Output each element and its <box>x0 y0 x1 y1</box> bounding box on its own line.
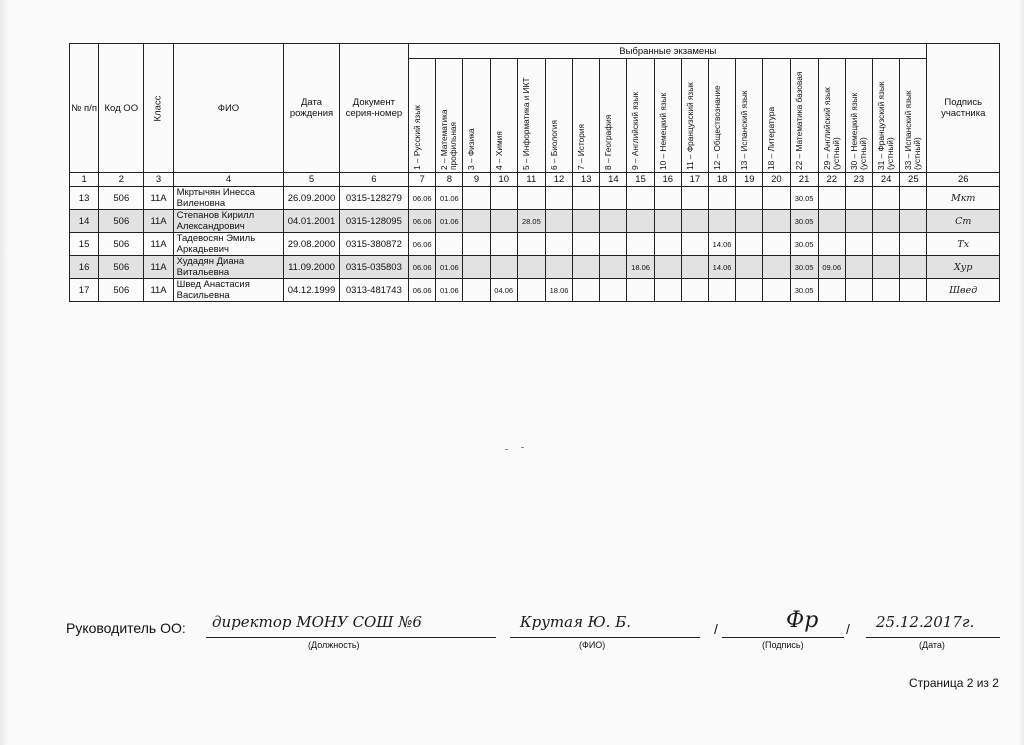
row-exam-date <box>736 279 763 302</box>
row-exam-date <box>681 210 708 233</box>
row-exam-date <box>763 256 790 279</box>
row-exam-date <box>573 187 600 210</box>
row-num: 13 <box>70 187 99 210</box>
row-exam-date <box>654 187 681 210</box>
column-number: 5 <box>284 173 339 187</box>
separator-slash: / <box>714 621 718 637</box>
row-exam-date <box>900 210 927 233</box>
fio-line-1: Мкртычян Инесса <box>176 187 256 198</box>
header-code: Код ОО <box>99 44 144 173</box>
fio-line-1: Швед Анастасия <box>176 279 250 290</box>
row-code: 506 <box>99 233 144 256</box>
participants-table <box>69 43 1000 302</box>
table-row <box>70 187 1000 210</box>
row-exam-date <box>463 210 490 233</box>
row-dob: 04.12.1999 <box>284 279 339 302</box>
row-class: 11А <box>144 210 173 233</box>
row-exam-date: 30.05 <box>790 187 818 210</box>
fio-line-2: Аркадьевич <box>176 244 229 255</box>
row-exam-date <box>463 187 490 210</box>
row-exam-date <box>573 279 600 302</box>
column-number: 2 <box>99 173 144 187</box>
column-number: 6 <box>339 173 408 187</box>
date-handwritten: 25.12.2017г. <box>876 613 975 631</box>
row-signature: Хур <box>927 256 1000 279</box>
header-exam-10: 10 – Немецкий язык <box>654 59 681 173</box>
header-exam-12: 12 – Обществознание <box>708 59 735 173</box>
fio-line-2: Виленовна <box>176 198 226 209</box>
head-of-org-label: Руководитель ОО: <box>66 620 186 636</box>
date-line <box>866 637 1000 638</box>
table-row <box>70 233 1000 256</box>
column-number: 22 <box>818 173 845 187</box>
row-signature: Швед <box>927 279 1000 302</box>
column-number: 23 <box>845 173 872 187</box>
row-fio <box>173 256 284 279</box>
scan-speck <box>521 447 524 448</box>
row-exam-date: 18.06 <box>627 256 654 279</box>
row-exam-date <box>708 187 735 210</box>
row-code: 506 <box>99 256 144 279</box>
row-exam-date <box>490 210 517 233</box>
header-dob: Дата рождения <box>284 44 339 173</box>
row-exam-date <box>573 233 600 256</box>
row-exam-date: 06.06 <box>409 210 436 233</box>
row-exam-date <box>545 233 572 256</box>
row-exam-date <box>708 279 735 302</box>
row-doc: 0315-035803 <box>339 256 408 279</box>
row-exam-date <box>573 256 600 279</box>
header-exam-1: 1 – Русский язык <box>409 59 436 173</box>
header-exam-2: 2 – Математика профильная <box>436 59 463 173</box>
row-exam-date: 06.06 <box>409 233 436 256</box>
row-signature: Ст <box>927 210 1000 233</box>
row-exam-date: 30.05 <box>790 210 818 233</box>
row-exam-date <box>517 279 545 302</box>
row-exam-date: 01.06 <box>436 210 463 233</box>
row-signature: Мкт <box>927 187 1000 210</box>
row-exam-date <box>681 233 708 256</box>
row-exam-date <box>818 187 845 210</box>
signature-handwritten: Фр <box>786 608 819 633</box>
row-exam-date <box>845 210 872 233</box>
column-number: 20 <box>763 173 790 187</box>
row-dob: 29.08.2000 <box>284 233 339 256</box>
column-number: 15 <box>627 173 654 187</box>
header-class: Класс <box>144 44 173 173</box>
row-exam-date <box>763 210 790 233</box>
row-exam-date <box>463 279 490 302</box>
header-doc: Документ серия-номер <box>339 44 408 173</box>
row-exam-date: 09.06 <box>818 256 845 279</box>
row-class: 11А <box>144 279 173 302</box>
row-code: 506 <box>99 279 144 302</box>
row-exam-date: 06.06 <box>409 187 436 210</box>
row-exam-date: 01.06 <box>436 187 463 210</box>
header-exam-19: 33 – Испанский язык (устный) <box>900 59 927 173</box>
row-exam-date <box>490 187 517 210</box>
row-exam-date <box>818 210 845 233</box>
row-exam-date <box>873 279 900 302</box>
row-exam-date <box>845 256 872 279</box>
signature-caption: (Подпись) <box>762 640 804 650</box>
row-exam-date <box>654 256 681 279</box>
row-exam-date <box>900 256 927 279</box>
row-exam-date: 18.06 <box>545 279 572 302</box>
row-exam-date <box>873 233 900 256</box>
row-exam-date: 14.06 <box>708 256 735 279</box>
row-exam-date <box>873 187 900 210</box>
row-exam-date: 14.06 <box>708 233 735 256</box>
row-exam-date <box>845 187 872 210</box>
column-number: 14 <box>600 173 627 187</box>
row-exam-date <box>900 279 927 302</box>
row-exam-date <box>873 256 900 279</box>
row-exam-date <box>818 279 845 302</box>
row-code: 506 <box>99 187 144 210</box>
row-num: 17 <box>70 279 99 302</box>
row-exam-date <box>708 210 735 233</box>
header-exam-13: 13 – Испанский язык <box>736 59 763 173</box>
row-code: 506 <box>99 210 144 233</box>
row-exam-date: 04.06 <box>490 279 517 302</box>
row-exam-date <box>681 187 708 210</box>
row-class: 11А <box>144 233 173 256</box>
row-class: 11А <box>144 256 173 279</box>
row-exam-date <box>845 279 872 302</box>
row-exam-date <box>600 256 627 279</box>
column-number: 16 <box>654 173 681 187</box>
row-exam-date <box>573 210 600 233</box>
column-number: 24 <box>873 173 900 187</box>
signature-line <box>722 637 844 638</box>
header-exam-11: 11 – Французский язык <box>681 59 708 173</box>
row-num: 16 <box>70 256 99 279</box>
column-number: 25 <box>900 173 927 187</box>
position-line <box>206 637 496 638</box>
column-number: 26 <box>927 173 1000 187</box>
position-caption: (Должность) <box>308 640 360 650</box>
fio-line-1: Тадевосян Эмиль <box>176 233 256 244</box>
row-fio <box>173 233 284 256</box>
row-dob: 04.01.2001 <box>284 210 339 233</box>
row-exam-date <box>545 210 572 233</box>
row-exam-date <box>654 279 681 302</box>
header-exam-8: 8 – География <box>600 59 627 173</box>
row-doc: 0313-481743 <box>339 279 408 302</box>
table-row <box>70 279 1000 302</box>
row-dob: 26.09.2000 <box>284 187 339 210</box>
row-doc: 0315-128279 <box>339 187 408 210</box>
column-number: 1 <box>70 173 99 187</box>
row-num: 15 <box>70 233 99 256</box>
row-exam-date <box>517 187 545 210</box>
row-exam-date <box>545 256 572 279</box>
row-exam-date <box>763 233 790 256</box>
row-exam-date <box>600 210 627 233</box>
row-exam-date <box>490 256 517 279</box>
row-exam-date <box>600 187 627 210</box>
row-exam-date <box>627 187 654 210</box>
row-exam-date <box>763 187 790 210</box>
header-exam-4: 4 – Химия <box>490 59 517 173</box>
row-exam-date: 06.06 <box>409 256 436 279</box>
row-exam-date <box>600 279 627 302</box>
column-number: 9 <box>463 173 490 187</box>
row-exam-date <box>490 233 517 256</box>
row-doc: 0315-128095 <box>339 210 408 233</box>
row-exam-date <box>900 187 927 210</box>
header-exam-9: 9 – Английский язык <box>627 59 654 173</box>
row-exam-date <box>600 233 627 256</box>
row-exam-date: 01.06 <box>436 279 463 302</box>
row-exam-date <box>627 233 654 256</box>
row-exam-date <box>681 256 708 279</box>
row-exam-date <box>463 256 490 279</box>
row-doc: 0315-380872 <box>339 233 408 256</box>
row-exam-date <box>436 233 463 256</box>
row-signature: Тх <box>927 233 1000 256</box>
row-exam-date <box>545 187 572 210</box>
column-number: 8 <box>436 173 463 187</box>
row-exam-date: 30.05 <box>790 256 818 279</box>
row-exam-date <box>736 256 763 279</box>
row-exam-date: 01.06 <box>436 256 463 279</box>
separator-slash: / <box>846 621 850 637</box>
scan-speck <box>505 449 508 450</box>
row-exam-date <box>627 210 654 233</box>
row-exam-date: 28.05 <box>517 210 545 233</box>
row-exam-date <box>873 210 900 233</box>
header-exam-18: 31 – Французский язык (устный) <box>873 59 900 173</box>
header-exams-group: Выбранные экзамены <box>409 44 927 59</box>
fio-caption: (ФИО) <box>579 640 606 650</box>
fio-handwritten: Крутая Ю. Б. <box>520 613 632 631</box>
row-exam-date: 06.06 <box>409 279 436 302</box>
row-exam-date <box>654 233 681 256</box>
scan-edge-left <box>0 0 8 745</box>
row-exam-date <box>763 279 790 302</box>
fio-line-1: Степанов Кирилл <box>176 210 255 221</box>
table-row <box>70 210 1000 233</box>
row-exam-date <box>736 187 763 210</box>
row-fio <box>173 279 284 302</box>
column-number: 17 <box>681 173 708 187</box>
header-exam-3: 3 – Физика <box>463 59 490 173</box>
column-number: 19 <box>736 173 763 187</box>
scan-edge-right <box>1018 0 1024 745</box>
row-dob: 11.09.2000 <box>284 256 339 279</box>
row-exam-date <box>627 279 654 302</box>
row-exam-date <box>818 233 845 256</box>
header-exam-16: 29 – Английский язык (устный) <box>818 59 845 173</box>
header-num: № п/п <box>70 44 99 173</box>
table-row <box>70 256 1000 279</box>
header-exam-15: 22 – Математика базовая <box>790 59 818 173</box>
row-exam-date <box>681 279 708 302</box>
column-number: 12 <box>545 173 572 187</box>
position-handwritten: директор МОНУ СОШ №6 <box>212 613 422 631</box>
row-exam-date <box>517 256 545 279</box>
row-exam-date <box>736 233 763 256</box>
row-fio <box>173 210 284 233</box>
fio-line <box>510 637 700 638</box>
row-exam-date <box>900 233 927 256</box>
row-exam-date <box>517 233 545 256</box>
fio-line-2: Васильевна <box>176 290 230 301</box>
column-number: 13 <box>573 173 600 187</box>
header-exam-7: 7 – История <box>573 59 600 173</box>
row-exam-date: 30.05 <box>790 279 818 302</box>
row-exam-date <box>463 233 490 256</box>
row-fio <box>173 187 284 210</box>
fio-line-2: Витальевна <box>176 267 230 278</box>
header-exam-14: 18 – Литература <box>763 59 790 173</box>
header-exam-6: 6 – Биология <box>545 59 572 173</box>
header-signature: Подпись участника <box>927 44 1000 173</box>
page-number: Страница 2 из 2 <box>909 676 999 690</box>
fio-line-1: Худадян Диана <box>176 256 245 267</box>
column-number: 3 <box>144 173 173 187</box>
row-exam-date <box>654 210 681 233</box>
column-number: 7 <box>409 173 436 187</box>
row-exam-date: 30.05 <box>790 233 818 256</box>
column-number: 4 <box>173 173 284 187</box>
row-exam-date <box>736 210 763 233</box>
header-exam-5: 5 – Информатика и ИКТ <box>517 59 545 173</box>
date-caption: (Дата) <box>919 640 945 650</box>
column-number: 21 <box>790 173 818 187</box>
column-number: 18 <box>708 173 735 187</box>
fio-line-2: Александрович <box>176 221 245 232</box>
row-num: 14 <box>70 210 99 233</box>
column-number: 11 <box>517 173 545 187</box>
row-exam-date <box>845 233 872 256</box>
row-class: 11А <box>144 187 173 210</box>
header-fio: ФИО <box>173 44 284 173</box>
header-exam-17: 30 – Немецкий язык (устный) <box>845 59 872 173</box>
column-number: 10 <box>490 173 517 187</box>
